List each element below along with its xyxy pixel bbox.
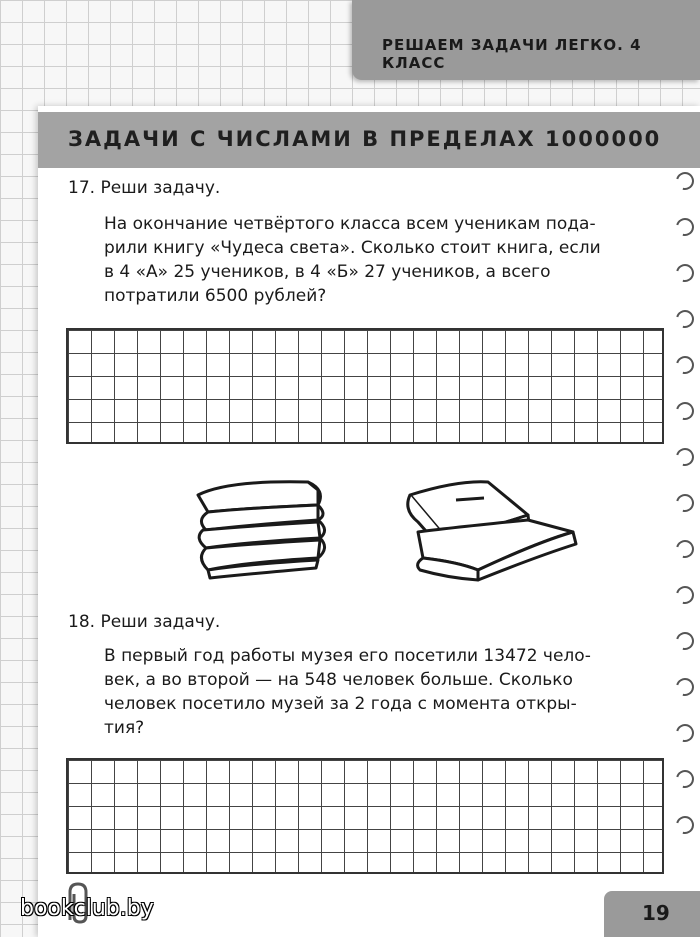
task-17-line: потратили 6500 рублей? [104,286,327,306]
task-18-line: человек посетило музей за 2 года с момента откры- [104,694,577,714]
page-number-tab [604,891,700,937]
book-stack-icon [408,482,576,580]
task-17-line: рили книгу «Чудеса света». Сколько стоит книга, если [104,238,601,258]
task-18-text [104,644,664,740]
page-number: 19 [642,901,670,925]
book-stack-icon [198,482,325,578]
book-stack-illustration [188,470,583,585]
task-18-line: тия? [104,718,145,738]
task-17-title: 17. Реши задачу. [68,178,221,198]
series-header-tab [352,0,700,80]
watermark: bookclub.by [20,896,154,921]
task-17-line: в 4 «А» 25 учеников, в 4 «Б» 27 учеников, а всего [104,262,551,282]
series-title: РЕШАЕМ ЗАДАЧИ ЛЕГКО. 4 КЛАСС [382,36,642,72]
task-18-line: век, а во второй — на 548 человек больше. Сколько [104,670,573,690]
section-banner [38,112,700,168]
section-title: ЗАДАЧИ С ЧИСЛАМИ В ПРЕДЕЛАХ 1000000 [68,127,662,151]
task-18-line: В первый год работы музея его посетили 13472 чело- [104,646,591,666]
task-17-text [104,212,664,308]
task-18-answer-grid[interactable] [66,758,664,874]
task-17-line: На окончание четвёртого класса всем ученикам пода- [104,214,596,234]
task-18-title: 18. Реши задачу. [68,612,221,632]
task-17-answer-grid[interactable] [66,328,664,444]
